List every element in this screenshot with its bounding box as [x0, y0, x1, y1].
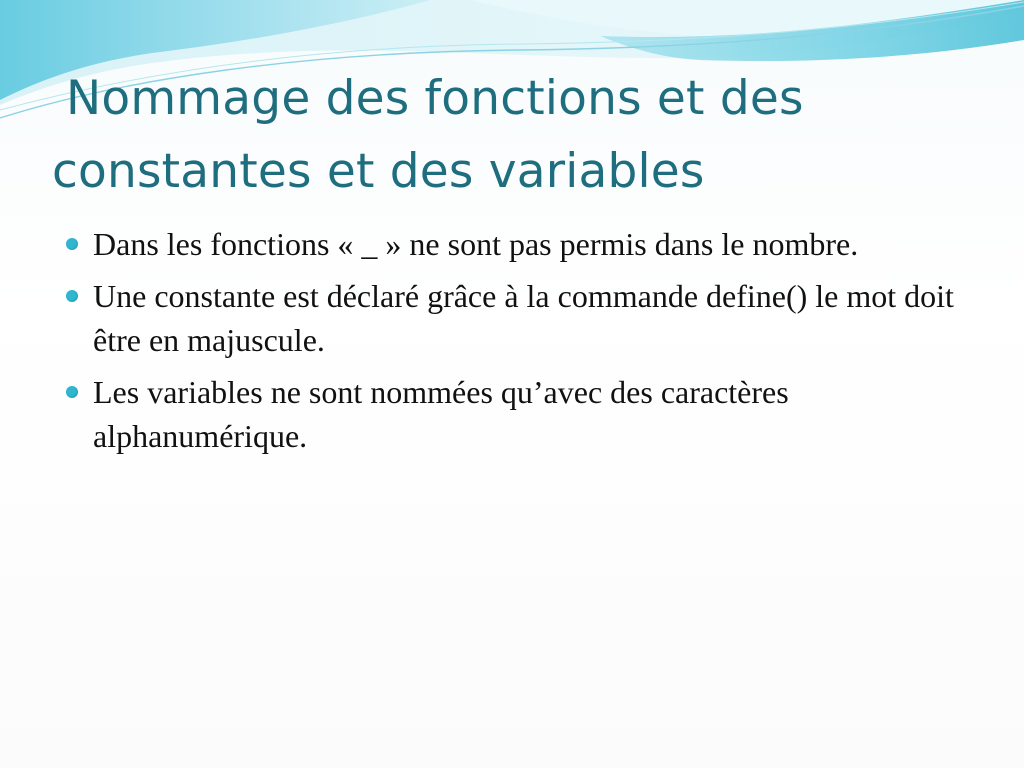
slide-title-line-1: Nommage des fonctions et des — [66, 71, 804, 126]
slide-title-line-2: constantes et des variables — [52, 144, 705, 199]
bullet-icon — [66, 386, 78, 398]
bullet-text: Dans les fonctions « _ » ne sont pas permis dans le nombre. — [93, 226, 859, 262]
bullet-icon — [66, 238, 78, 250]
bullet-item — [62, 222, 962, 266]
bullet-item — [62, 370, 962, 458]
slide-title — [52, 62, 992, 208]
bullet-text: Les variables ne sont nommées qu’avec des caractères alphanumérique. — [93, 374, 789, 454]
bullet-text: Une constante est déclaré grâce à la commande define() le mot doit être en majuscule. — [93, 278, 954, 358]
bullet-icon — [66, 290, 78, 302]
bullet-item — [62, 274, 962, 362]
bullet-list — [62, 222, 962, 466]
